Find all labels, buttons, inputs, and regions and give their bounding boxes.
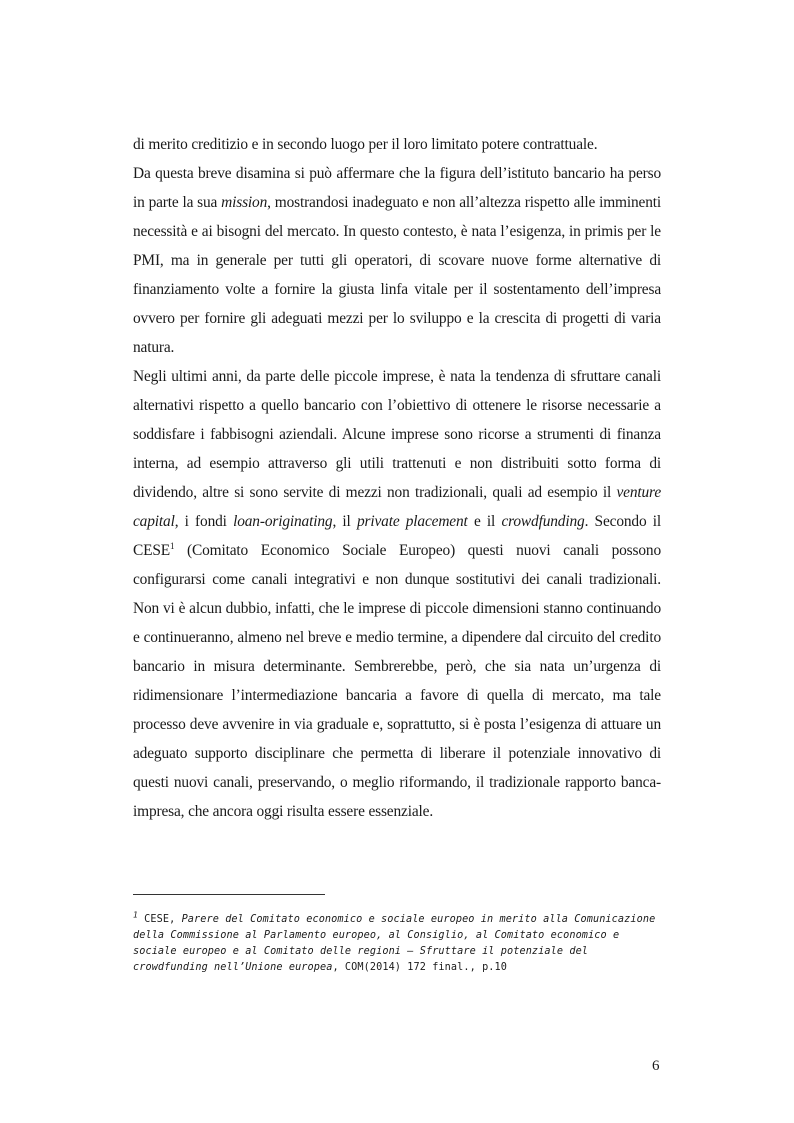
paragraph-3-part-f: (Comitato Economico Sociale Europeo) questi nuovi canali possono configurarsi come canali integrativi e non dunque sostitutivi dei canali tradizionali. Non vi è alcun dubbio, infatti, che le imprese di piccole dimensioni stanno continuando e continueranno, almeno nel breve e medio termine, a dipendere dal circuito del credito bancario in misura determinante. Sembrerebbe, però, che sia nata un’urgenza di ridimensionare l’intermediazione bancaria a favore di quella di mercato, ma tale processo deve avvenire in via graduale e, soprattutto, si è posta l’esigenza di attuare un adeguato supporto disciplinare che permetta di liberare il potenziale innovativo di questi nuovi canali, preservando, o meglio riformando, il tradizionale rapporto banca-impresa, che ancora oggi risulta essere essenziale.	[133, 542, 661, 820]
paragraph-2	[133, 159, 661, 362]
paragraph-1-text: di merito creditizio e in secondo luogo per il loro limitato potere contrattuale.	[133, 136, 598, 153]
footnote-marker: 1	[133, 910, 138, 920]
paragraph-3	[133, 362, 661, 826]
page-number: 6	[652, 1058, 660, 1074]
term-mission: mission	[221, 194, 268, 211]
footnote-separator	[133, 894, 325, 895]
footnote-title: Parere del Comitato economico e sociale europeo in merito alla Comunicazione della Commissione al Parlamento europeo, al Consiglio, al Comitato economico e sociale europeo e al Comitato delle regioni — Sfruttare il potenziale del crowdfunding nell’Unione europea	[133, 914, 656, 973]
term-loan-originating: loan-originating	[233, 513, 333, 530]
paragraph-3-part-e: . Secondo il CESE	[133, 513, 662, 559]
body-text	[133, 130, 661, 826]
paragraph-3-part-c: , il	[332, 513, 351, 530]
footnote-tail: , COM(2014) 172 final., p.10	[332, 962, 508, 973]
paragraph-2-rest: , mostrandosi inadeguato e non all’altezza rispetto alle imminenti necessità e ai bisogni del mercato. In questo contesto, è nata l’esigenza, in primis per le PMI, ma in generale per tutti gli operatori, di scovare nuove forme alternative di finanziamento volte a fornire la giusta linfa vitale per il sostentamento dell’impresa ovvero per fornire gli adeguati mezzi per lo sviluppo e la crescita di progetti di varia natura.	[133, 194, 662, 356]
term-crowdfunding: crowdfunding	[501, 513, 585, 530]
paragraph-3-part-a: Negli ultimi anni, da parte delle piccole imprese, è nata la tendenza di sfruttare canali alternativi rispetto a quello bancario con l’obiettivo di ottenere le risorse necessarie a soddisfare i fabbisogni aziendali. Alcune imprese sono ricorse a strumenti di finanza interna, ad esempio attraverso gli utili trattenuti e non distribuiti sotto forma di dividendo, altre si sono servite di mezzi non tradizionali, quali ad esempio il	[133, 368, 661, 501]
footnote-lead: CESE,	[144, 914, 176, 925]
paragraph-2-text: Da questa breve disamina si può affermare che la figura dell’istituto bancario ha perso in parte la sua	[133, 165, 661, 211]
footnote-1	[133, 912, 663, 976]
paragraph-1	[133, 130, 661, 159]
term-private-placement: private placement	[356, 513, 468, 530]
term-venture-capital: venture capital	[133, 484, 661, 530]
footnote-reference-1[interactable]: 1	[170, 540, 175, 551]
paragraph-3-part-d: e il	[473, 513, 496, 530]
paragraph-3-part-b: , i fondi	[174, 513, 227, 530]
